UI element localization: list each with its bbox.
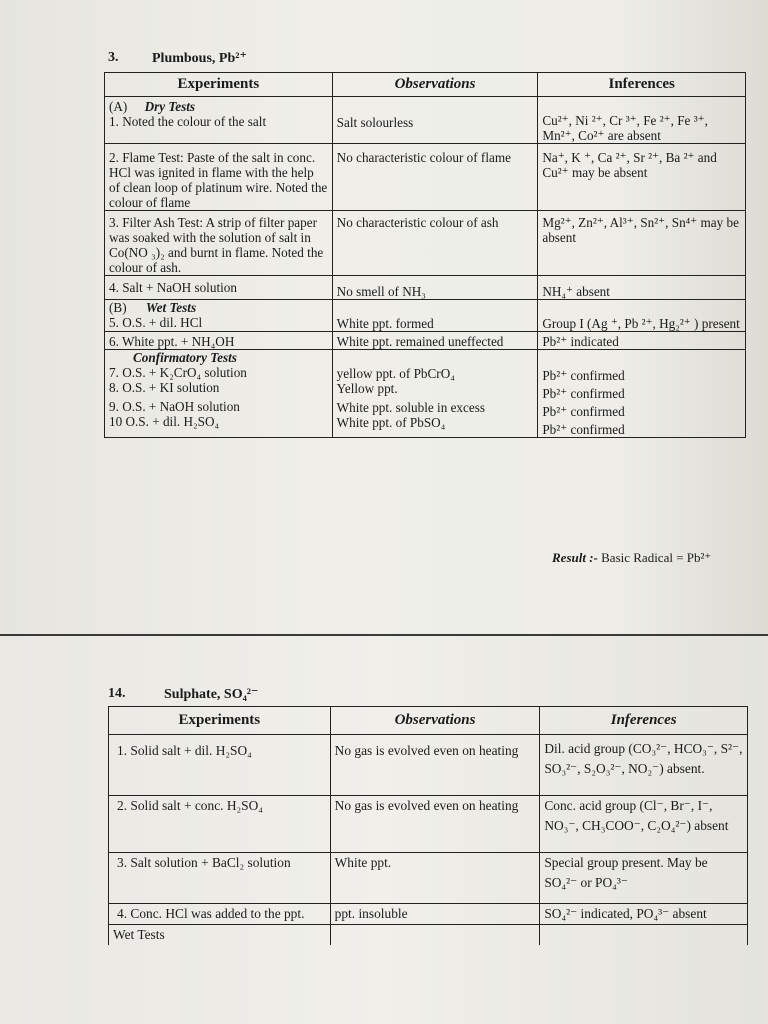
section-title: Sulphate, SO₄²⁻ — [164, 687, 259, 702]
row-experiment: 3. Filter Ash Test: A strip of filter paper was soaked with the solution of salt in Co(NO ₃)₂ and burnt in flame. Noted the colour of ash. — [109, 215, 324, 275]
header-experiments: Experiments — [109, 707, 331, 735]
dry-tests-title: Dry Tests — [144, 99, 196, 114]
row-observation: White ppt. of PbSO₄ — [336, 415, 446, 430]
header-inferences: Inferences — [540, 707, 748, 735]
row-experiment: 9. O.S. + NaOH solution — [109, 399, 240, 414]
row-inference: Mg²⁺, Zn²⁺, Al³⁺, Sn²⁺, Sn⁴⁺ may be absent — [542, 215, 739, 245]
row-observation: No characteristic colour of ash — [336, 215, 499, 230]
table-row — [105, 332, 746, 350]
row-inference: Pb²⁺ confirmed — [542, 386, 625, 401]
row-experiment: 5. O.S. + dil. HCl — [109, 315, 203, 330]
row-observation: No characteristic colour of flame — [336, 150, 511, 165]
section-number: 3. — [108, 50, 119, 65]
row-experiment: 10 O.S. + dil. H₂SO₄ — [109, 414, 220, 429]
table-row — [105, 211, 746, 276]
table-row — [105, 97, 746, 144]
wet-tests-label: (B) — [109, 300, 127, 315]
row-observation: No smell of NH₃ — [336, 284, 426, 299]
header-observations: Observations — [330, 707, 540, 735]
row-inference: NH₄⁺ absent — [542, 284, 610, 299]
row-observation: Salt solourless — [336, 115, 414, 130]
wet-tests-title: Wet Tests — [113, 927, 165, 942]
table-row — [105, 144, 746, 211]
row-observation: White ppt. formed — [336, 316, 434, 331]
plumbous-table — [104, 72, 746, 438]
result-text: Basic Radical = Pb²⁺ — [601, 550, 712, 565]
row-inference: Special group present. May be SO₄²⁻ or PO₄³⁻ — [544, 855, 708, 890]
row-inference: Cu²⁺, Ni ²⁺, Cr ³⁺, Fe ²⁺, Fe ³⁺, Mn²⁺, Co²⁺ are absent — [542, 113, 708, 143]
header-observations: Observations — [332, 73, 538, 97]
row-experiment: 1. Solid salt + dil. H₂SO₄ — [117, 743, 252, 758]
row-observation: No gas is evolved even on heating — [334, 798, 519, 813]
confirmatory-tests-title: Confirmatory Tests — [133, 350, 237, 365]
row-experiment: 6. White ppt. + NH₄OH — [109, 334, 235, 349]
row-experiment: 2. Solid salt + conc. H₂SO₄ — [117, 798, 263, 813]
wet-tests-title: Wet Tests — [145, 300, 197, 315]
row-experiment: 3. Salt solution + BaCl₂ solution — [117, 855, 291, 870]
row-observation: White ppt. soluble in excess — [336, 400, 485, 415]
table-header-row — [109, 707, 748, 735]
header-inferences: Inferences — [538, 73, 746, 97]
row-experiment: 8. O.S. + KI solution — [109, 380, 220, 395]
row-inference: Dil. acid group (CO₃²⁻, HCO₃⁻, S²⁻, SO₃²⁻, S₂O₃²⁻, NO₂⁻) absent. — [544, 741, 743, 776]
row-inference: Pb²⁺ indicated — [542, 334, 619, 349]
table-row — [109, 904, 748, 925]
row-inference: SO₄²⁻ indicated, PO₄³⁻ absent — [544, 906, 707, 921]
section-title: Plumbous, Pb²⁺ — [152, 51, 247, 66]
sulphate-table — [108, 706, 748, 945]
table-row — [109, 853, 748, 904]
table-row — [109, 796, 748, 853]
header-experiments: Experiments — [105, 73, 333, 97]
row-inference: Conc. acid group (Cl⁻, Br⁻, I⁻, NO₃⁻, CH₃COO⁻, C₂O₄²⁻) absent — [544, 798, 729, 833]
row-inference: Pb²⁺ confirmed — [542, 422, 625, 437]
table-header-row — [105, 73, 746, 97]
row-inference: Pb²⁺ confirmed — [542, 368, 625, 383]
row-observation: White ppt. — [334, 855, 392, 870]
row-experiment: 1. Noted the colour of the salt — [109, 114, 267, 129]
row-observation: ppt. insoluble — [334, 906, 408, 921]
table-row — [109, 735, 748, 796]
row-observation: Yellow ppt. — [336, 381, 398, 396]
row-inference: Group I (Ag ⁺, Pb ²⁺, Hg₂²⁺ ) present — [542, 316, 740, 331]
row-observation: White ppt. remained uneffected — [336, 334, 504, 349]
row-inference: Pb²⁺ confirmed — [542, 404, 625, 419]
dry-tests-label: (A) — [109, 99, 128, 114]
row-experiment: 2. Flame Test: Paste of the salt in conc. HCl was ignited in flame with the help of clean loop of platinum wire. Noted the colour of flame — [109, 150, 328, 210]
row-observation: yellow ppt. of PbCrO₄ — [336, 366, 455, 381]
section-number: 14. — [108, 686, 126, 701]
result-label: Result :- — [552, 550, 598, 565]
result-line — [552, 550, 711, 566]
row-inference: Na⁺, K ⁺, Ca ²⁺, Sr ²⁺, Ba ²⁺ and Cu²⁺ may be absent — [542, 150, 717, 180]
table-row — [105, 300, 746, 332]
table-row — [105, 350, 746, 438]
row-experiment: 4. Conc. HCl was added to the ppt. — [117, 906, 305, 921]
table-row — [105, 276, 746, 300]
row-observation: No gas is evolved even on heating — [334, 743, 519, 758]
table-row — [109, 925, 748, 946]
row-experiment: 7. O.S. + K₂CrO₄ solution — [109, 365, 247, 380]
row-experiment: 4. Salt + NaOH solution — [109, 280, 237, 295]
page-sulphate — [0, 636, 768, 1024]
